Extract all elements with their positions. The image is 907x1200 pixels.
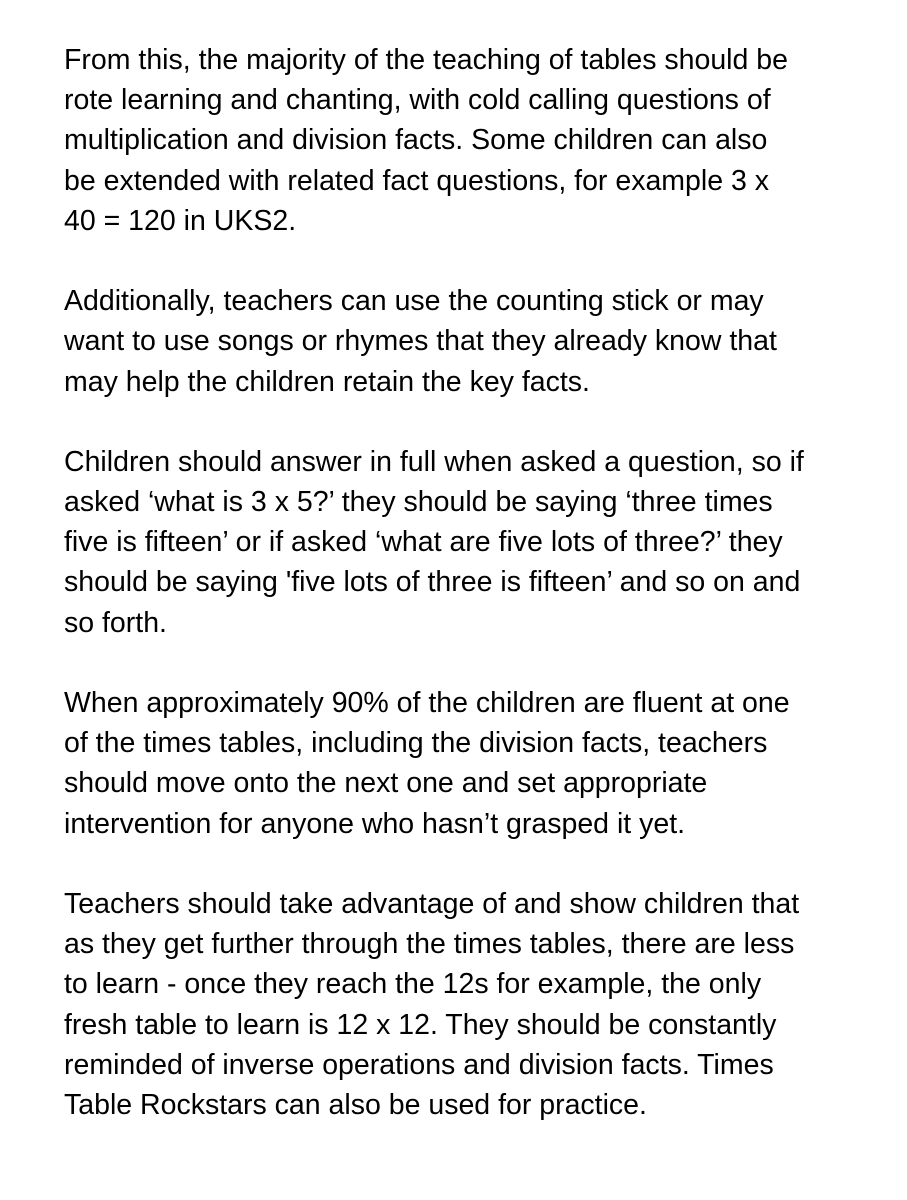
paragraph-spacer xyxy=(64,844,864,884)
text-line: Teachers should take advantage of and show children that xyxy=(64,887,800,920)
text-line: 40 = 120 in UKS2. xyxy=(64,204,297,237)
text-line: so forth. xyxy=(64,606,167,639)
text-line: should be saying 'five lots of three is fifteen’ and so on and xyxy=(64,566,801,599)
paragraph-spacer xyxy=(64,402,864,442)
text-line: should move onto the next one and set appropriate xyxy=(64,767,708,800)
paragraph-tables-teaching xyxy=(64,40,864,241)
paragraph-spacer xyxy=(64,241,864,281)
paragraph-counting-stick xyxy=(64,281,864,402)
text-line: as they get further through the times tables, there are less xyxy=(64,928,795,961)
text-line: of the times tables, including the division facts, teachers xyxy=(64,727,768,760)
text-line: When approximately 90% of the children are fluent at one xyxy=(64,687,790,719)
text-line: Table Rockstars can also be used for practice. xyxy=(64,1088,647,1121)
text-line: multiplication and division facts. Some children can also xyxy=(64,124,768,157)
text-line: five is fifteen’ or if asked ‘what are five lots of three?’ they xyxy=(64,526,783,559)
paragraph-spacer xyxy=(64,643,864,683)
text-line: intervention for anyone who hasn’t grasped it yet. xyxy=(64,807,686,840)
text-line: From this, the majority of the teaching of tables should be xyxy=(64,44,788,76)
text-line: reminded of inverse operations and division facts. Times xyxy=(64,1048,774,1081)
text-line: asked ‘what is 3 x 5?’ they should be saying ‘three times xyxy=(64,486,773,519)
paragraph-answer-in-full xyxy=(64,442,864,643)
text-line: Additionally, teachers can use the counting stick or may xyxy=(64,285,764,318)
paragraph-advantage xyxy=(64,884,864,1125)
text-line: rote learning and chanting, with cold calling questions of xyxy=(64,84,771,117)
text-line: be extended with related fact questions, for example 3 x xyxy=(64,164,769,197)
document-body xyxy=(64,40,864,1125)
text-line: fresh table to learn is 12 x 12. They should be constantly xyxy=(64,1008,777,1041)
paragraph-fluency xyxy=(64,683,864,844)
text-line: to learn - once they reach the 12s for example, the only xyxy=(64,968,762,1001)
text-line: may help the children retain the key facts. xyxy=(64,365,590,398)
text-line: want to use songs or rhymes that they already know that xyxy=(64,325,777,358)
text-line: Children should answer in full when asked a question, so if xyxy=(64,445,804,478)
